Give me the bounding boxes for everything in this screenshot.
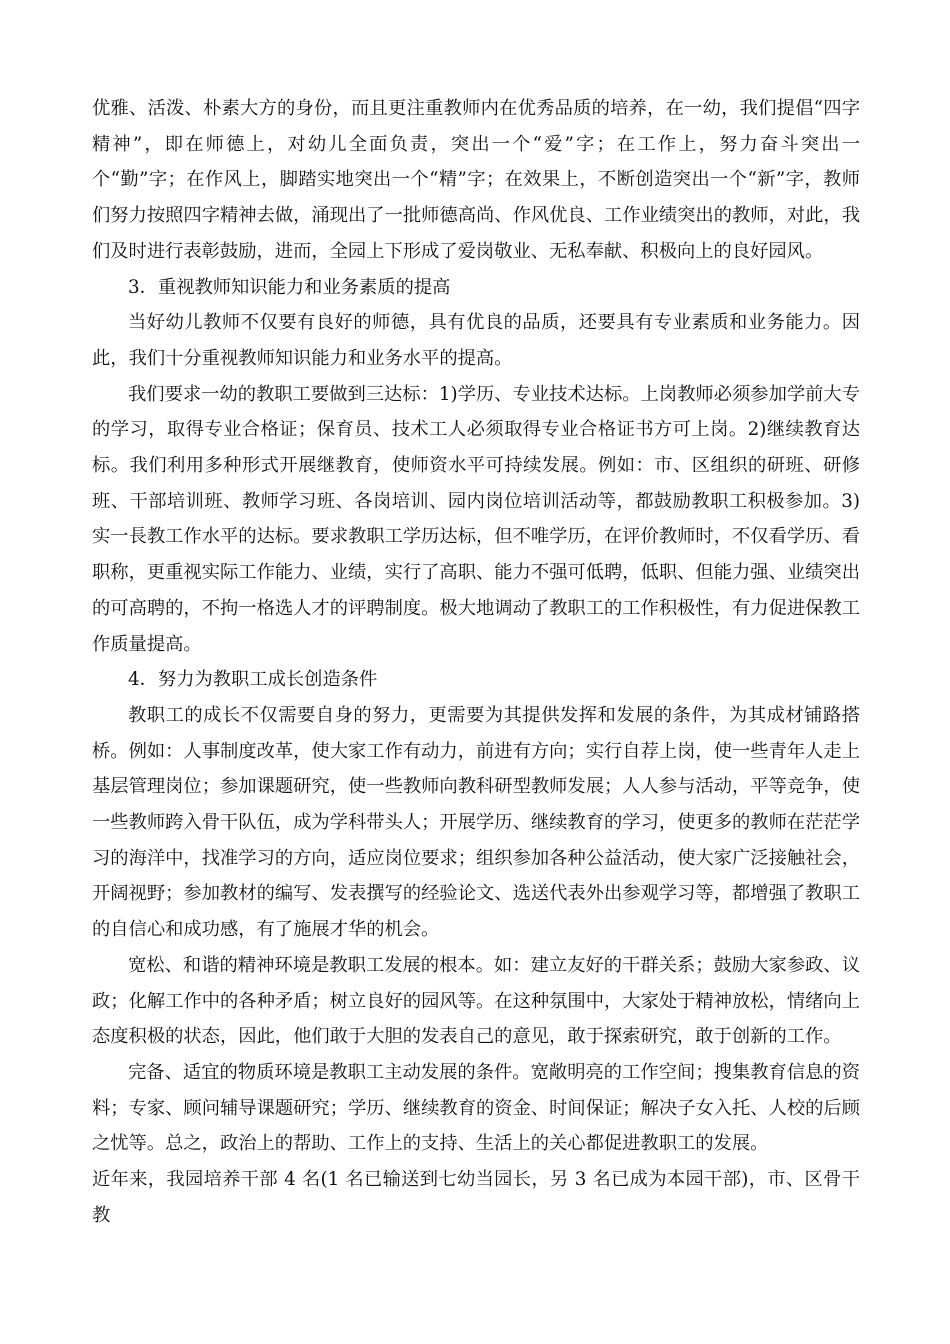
paragraph-professional-quality: 当好幼儿教师不仅要有良好的师德，具有优良的品质，还要具有专业素质和业务能力。因此，我们十分重视教师知识能力和业务水平的提高。	[92, 312, 860, 369]
paragraph-growth-conditions: 教职工的成长不仅需要自身的努力，更需要为其提供发挥和发展的条件，为其成材铺路搭桥。例如：人事制度改革，使大家工作有动力，前进有方向；实行自荐上岗，使一些青年人走上基层管理岗位；参加课题研究，使一些教师向教科研型教师发展；人人参与活动，平等竞争，使一些教师跨入骨干队伍，成为学科带头人；开展学历、继续教育的学习，使更多的教师在茫茫学习的海洋中，找准学习的方向，适应岗位要求；组织参加各种公益活动，使大家广泛接触社会，开阔视野；参加教材的编写、发表撰写的经验论文、选送代表外出参观学习等，都增强了教职工的自信心和成功感，有了施展才华的机会。	[92, 704, 860, 941]
document-body	[92, 91, 860, 1234]
paragraph-four-character-spirit: 优雅、活泼、朴素大方的身份，而且更注重教师内在优秀品质的培养，在一幼，我们提倡“四字精神”，即在师德上，对幼儿全面负责，突出一个“爱”字；在工作上，努力奋斗突出一个“勤”字；在作风上，脚踏实地突出一个“精”字；在效果上，不断创造突出一个“新”字，教师们努力按照四字精神去做，涌现出了一批师德高尚、作风优良、工作业绩突出的教师，对此，我们及时进行表彰鼓励，进而，全园上下形成了爱岗敬业、无私奉献、积极向上的良好园风。	[92, 98, 860, 262]
section-heading-4: 4．努力为教职工成长创造条件	[128, 669, 378, 691]
paragraph-spiritual-environment: 宽松、和谐的精神环境是教职工发展的根本。如：建立友好的干群关系；鼓励大家参政、议政；化解工作中的各种矛盾；树立良好的园风等。在这种氛围中，大家处于精神放松，情绪向上态度积极的状态，因此，他们敢于大胆的发表自己的意见，敢于探索研究，敢于创新的工作。	[92, 954, 860, 1048]
paragraph-three-standards: 我们要求一幼的教职工要做到三达标：1)学历、专业技术达标。上岗教师必须参加学前大专的学习，取得专业合格证；保育员、技术工人必须取得专业合格证书方可上岗。2)继续教育达标。我们利用多种形式开展继教育，使师资水平可持续发展。例如：市、区组织的研班、研修班、干部培训班、教师学习班、各岗培训、园内岗位培训活动等，都鼓励教职工积极参加。3)实一長教工作水平的达标。要求教职工学历达标，但不唯学历，在评价教师时，不仅看学历、看职称，更重视实际工作能力、业绩，实行了高职、能力不强可低聘，低职、但能力强、业绩突出的可高聘的，不拘一格选人才的评聘制度。极大地调动了教职工的工作积极性，有力促进保教工作质量提高。	[92, 383, 860, 655]
paragraph-recent-years: 近年来，我园培养干部 4 名(1 名已输送到七幼当园长，另 3 名已成为本园干部)，市、区骨干教	[92, 1169, 860, 1226]
paragraph-material-environment: 完备、适宜的物质环境是教职工主动发展的条件。宽敞明亮的工作空间；搜集教育信息的资料；专家、顾问辅导课题研究；学历、继续教育的资金、时间保证；解决子女入托、人校的后顾之忧等。总之，政治上的帮助、工作上的支持、生活上的关心都促进教职工的发展。	[92, 1061, 860, 1155]
section-heading-3: 3．重视教师知识能力和业务素质的提高	[128, 276, 451, 298]
